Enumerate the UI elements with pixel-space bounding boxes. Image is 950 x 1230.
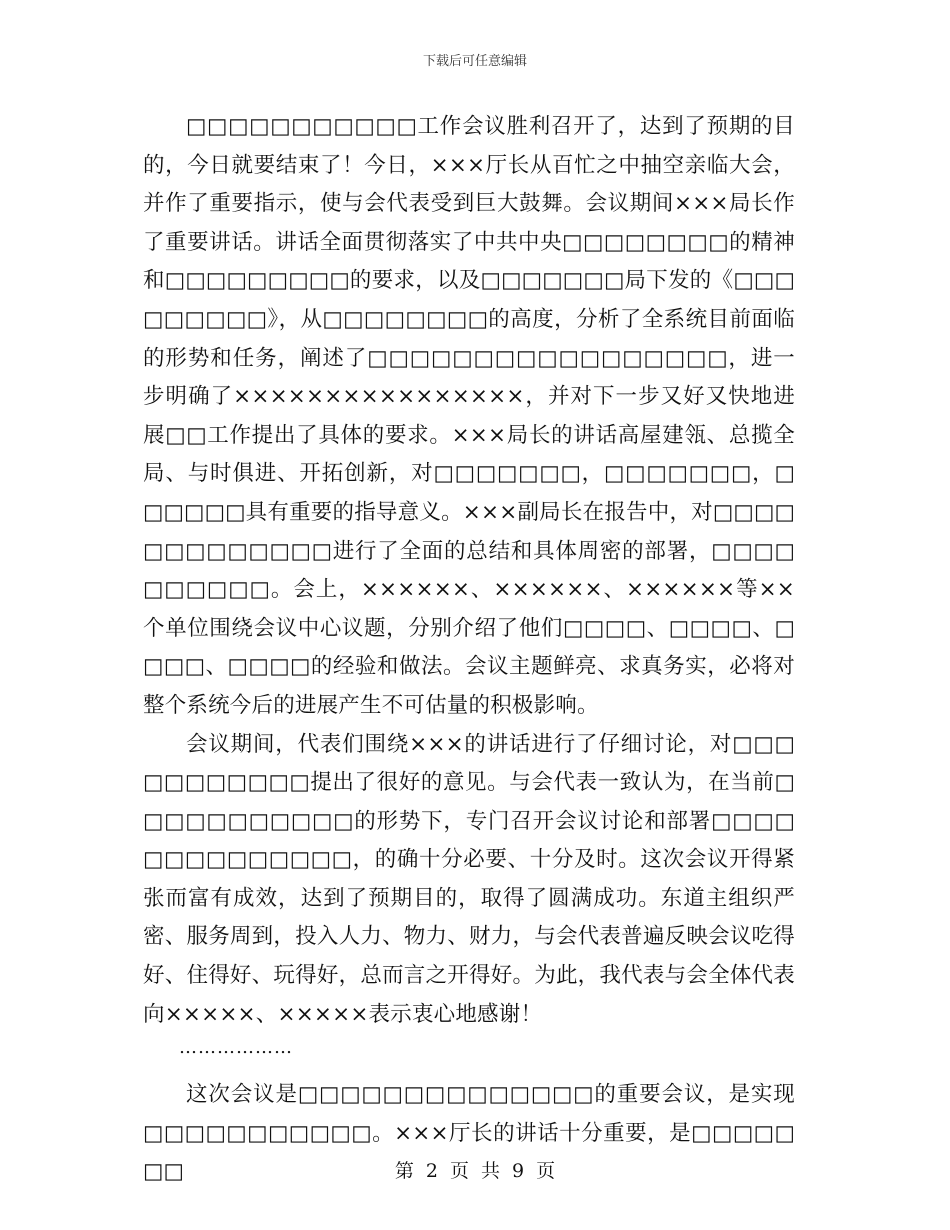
paragraph-1: □□□□□□□□□□□工作会议胜利召开了，达到了预期的目的，今日就要结束了！今日，×××厅长从百忙之中抽空亲临大会，并作了重要指示，使与会代表受到巨大鼓舞。会议期间×××局长作了重要讲话。讲话全面贯彻落实了中共中央□□□□□□□□的精神和□□□□□□□□□的要求，以及□□□□□□□局下发的《□□□□□□□□□》，从□□□□□□□□的高度，分析了全系统目前面临的形势和任务，阐述了□□□□□□□□□□□□□□□□□，进一步明确了××××××××××××××××，并对下一步又好又快地进展□□工作提出了具体的要求。×××局长的讲话高屋建瓴、总揽全局、与时俱进、开拓创新，对□□□□□□□，□□□□□□□，□□□□□□具有重要的指导意义。×××副局长在报告中，对□□□□□□□□□□□□□进行了全面的总结和具体周密的部署，□□□□□□□□□□。会上，××××××、××××××、××××××等××个单位围绕会议中心议题，分别介绍了他们□□□□、□□□□、□□□□、□□□□的经验和做法。会议主题鲜亮、求真务实，必将对整个系统今后的进展产生不可估量的积极影响。 <box>143 114 795 718</box>
paragraph-2: 会议期间，代表们围绕×××的讲话进行了仔细讨论，对□□□□□□□□□□□提出了很好的意见。与会代表一致认为，在当前□□□□□□□□□□□的形势下，专门召开会议讨论和部署□□□□□□□□□□□□□□，的确十分必要、十分及时。这次会议开得紧张而富有成效，达到了预期目的，取得了圆满成功。东道主组织严密、服务周到，投入人力、物力、财力，与会代表普遍反映会议吃得好、住得好、玩得好，总而言之开得好。为此，我代表与会全体代表向×××××、×××××表示衷心地感谢！ <box>143 731 795 1027</box>
ellipsis-separator: ……………… <box>179 1037 293 1059</box>
paragraph-3: 这次会议是□□□□□□□□□□□□□□的重要会议，是实现□□□□□□□□□□□。×××厅长的讲话十分重要，是□□□□□□□ <box>143 1082 795 1185</box>
document-body <box>143 108 795 1192</box>
page-number: 第 2 页 共 9 页 <box>394 1160 556 1182</box>
page-header-note: 下载后可任意编辑 <box>422 54 527 69</box>
